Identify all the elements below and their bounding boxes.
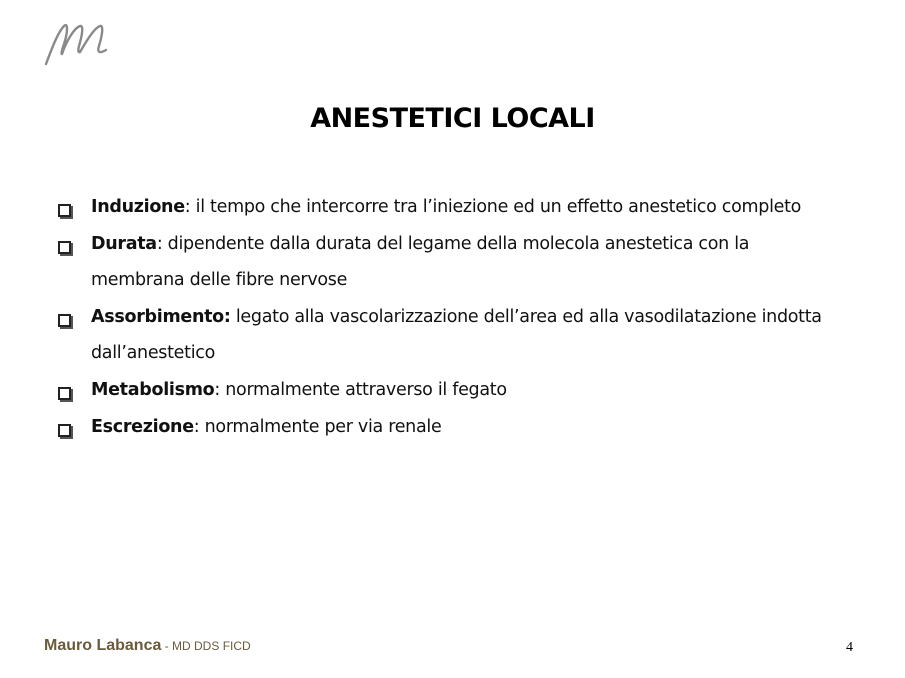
bullet-separator: : bbox=[193, 417, 205, 437]
slide-title: ANESTETICI LOCALI bbox=[310, 103, 595, 134]
bullet-term: Induzione bbox=[91, 197, 185, 217]
author-credentials: - MD DDS FICD bbox=[161, 639, 251, 653]
bullet-description: dipendente dalla durata del legame della molecola anestetica con la membrana delle fibre nervose bbox=[91, 234, 750, 290]
bullet-description: il tempo che intercorre tra l’iniezione ed un effetto anestetico completo bbox=[195, 197, 802, 217]
bullet-separator: : bbox=[156, 234, 168, 254]
signature-m-logo-icon bbox=[42, 18, 114, 68]
checkbox-bullet-icon bbox=[58, 204, 71, 217]
footer-author bbox=[44, 637, 251, 655]
bullet-term: Durata bbox=[91, 234, 157, 254]
bullet-item-durata bbox=[58, 235, 838, 298]
bullet-text bbox=[91, 299, 838, 371]
bullet-term: Escrezione bbox=[91, 417, 194, 437]
bullet-text bbox=[91, 189, 801, 225]
bullet-item-assorbimento bbox=[58, 308, 838, 371]
bullet-text bbox=[91, 372, 507, 408]
page-number: 4 bbox=[846, 640, 853, 655]
bullet-item-escrezione bbox=[58, 418, 838, 445]
checkbox-bullet-icon bbox=[58, 387, 71, 400]
author-name: Mauro Labanca bbox=[44, 637, 162, 654]
bullet-term: Metabolismo bbox=[91, 380, 215, 400]
bullet-list bbox=[58, 198, 838, 455]
bullet-item-metabolismo bbox=[58, 381, 838, 408]
bullet-item-induzione bbox=[58, 198, 838, 225]
bullet-separator: : bbox=[214, 380, 226, 400]
bullet-term: Assorbimento: bbox=[91, 307, 231, 327]
bullet-description: legato alla vascolarizzazione dell’area ed alla vasodilatazione indotta dall’anestetico bbox=[91, 307, 822, 363]
checkbox-bullet-icon bbox=[58, 241, 71, 254]
bullet-description: normalmente attraverso il fegato bbox=[225, 380, 507, 400]
bullet-text bbox=[91, 226, 838, 298]
bullet-text bbox=[91, 409, 441, 445]
checkbox-bullet-icon bbox=[58, 314, 71, 327]
bullet-description: normalmente per via renale bbox=[204, 417, 442, 437]
bullet-separator: : bbox=[184, 197, 196, 217]
checkbox-bullet-icon bbox=[58, 424, 71, 437]
